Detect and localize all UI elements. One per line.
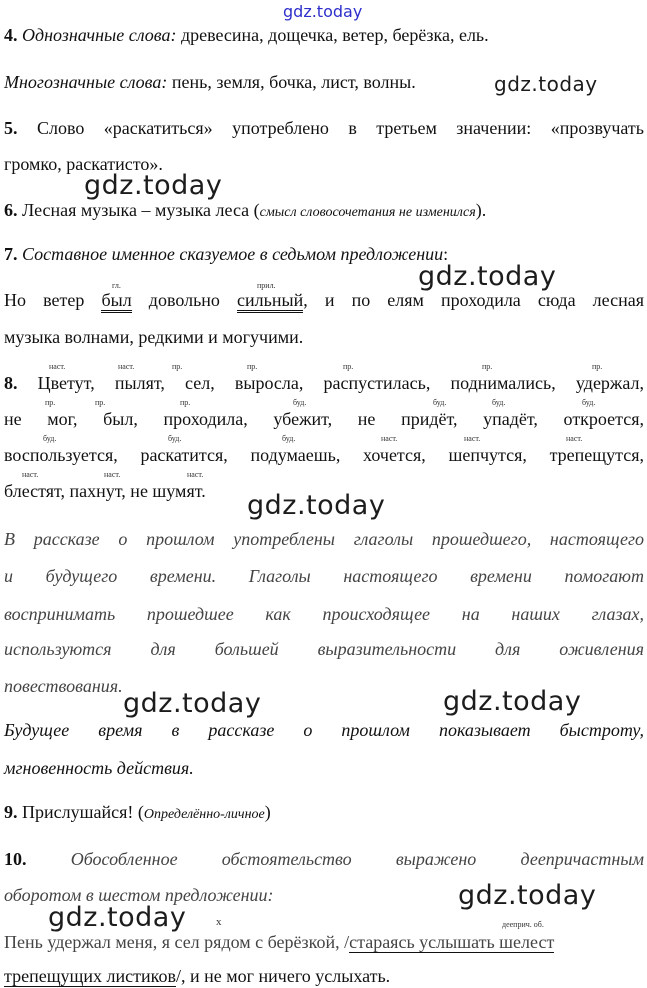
tense-label: наст. — [464, 434, 481, 443]
watermark: gdz.today — [84, 170, 223, 201]
item-8-paragraph-2: Будущее время в рассказе о прошлом показывает быстроту, — [4, 720, 644, 740]
item-8-paragraph-2: мгновенность действия. — [4, 758, 194, 778]
annotation-verb: гл. — [112, 281, 121, 290]
tense-label: наст. — [22, 470, 39, 479]
watermark-top[interactable]: gdz.today — [283, 2, 363, 21]
item-8-paragraph-1: повествования. — [4, 676, 123, 696]
tense-label: наст. — [381, 434, 398, 443]
annotation-adjective: прил. — [257, 281, 276, 290]
item-7-sentence-1: Но ветер был довольно сильный, и по елям проходила сюда лесная — [4, 289, 644, 311]
item-5-line-1: 5. Слово «раскатиться» употреблено в третьем значении: «прозвучать — [4, 118, 644, 138]
item-10-sentence-1: Пень удержал меня, я сел рядом с берёзкой, /стараясь услышать шелест — [4, 932, 555, 952]
item-8-row-3: воспользуется, раскатится, подумаешь, хочется, шепчутся, трепещутся, — [4, 445, 644, 465]
item-10-line-1: 10. Обособленное обстоятельство выражено деепричастным — [4, 849, 644, 869]
item-8-paragraph-1: используются для большей выразительности для оживления — [4, 639, 644, 659]
item-8-paragraph-1: воспринимать прошедшее как происходящее на наших глазах, — [4, 604, 644, 624]
annotation-participle: дееприч. об. — [502, 920, 544, 929]
item-6: 6. Лесная музыка – музыка леса (смысл словосочетания не изменился). — [4, 200, 487, 220]
tense-label: наст. — [118, 362, 135, 371]
tense-label: буд. — [433, 398, 447, 407]
tense-label: пр. — [172, 362, 183, 371]
item-9: 9. Прислушайся! (Определённо-личное) — [4, 802, 271, 822]
tense-label: наст. — [566, 434, 583, 443]
tense-label: пр. — [180, 398, 191, 407]
item-8-paragraph-1: и будущего времени. Глаголы настоящего времени помогают — [4, 566, 644, 586]
item-10-line-2: оборотом в шестом предложении: — [4, 885, 274, 905]
tense-label: буд. — [282, 434, 296, 443]
tense-label: пр. — [95, 398, 106, 407]
tense-label: пр. — [343, 362, 354, 371]
item-8-paragraph-1: В рассказе о прошлом употреблены глаголы прошедшего, настоящего — [4, 529, 644, 549]
watermark: gdz.today — [443, 686, 582, 717]
tense-label: буд. — [582, 398, 596, 407]
tense-label: наст. — [187, 470, 204, 479]
annotation-x: x — [216, 916, 222, 928]
tense-label: буд. — [168, 434, 182, 443]
item-7-heading: 7. Составное именное сказуемое в седьмом предложении: — [4, 244, 449, 264]
watermark: gdz.today — [123, 688, 262, 719]
tense-label: пр. — [247, 362, 258, 371]
tense-label: пр. — [482, 362, 493, 371]
item-8-row-4: блестят, пахнут, не шумят. — [4, 481, 206, 501]
tense-label: буд. — [43, 434, 57, 443]
tense-label: наст. — [49, 362, 66, 371]
watermark: gdz.today — [494, 72, 598, 96]
item-10-sentence-2: трепещущих листиков/, и не мог ничего услыхать. — [4, 966, 391, 986]
tense-label: буд. — [492, 398, 506, 407]
item-4-single: 4. Однозначные слова: древесина, дощечка, ветер, берёзка, ель. — [4, 25, 489, 45]
watermark: gdz.today — [247, 490, 386, 521]
item-8-row-2: не мог, был, проходила, убежит, не придёт, упадёт, откроется, — [4, 409, 644, 429]
tense-label: пр. — [592, 362, 603, 371]
tense-label: буд. — [293, 398, 307, 407]
watermark: gdz.today — [48, 902, 187, 933]
tense-label: наст. — [104, 470, 121, 479]
item-4-multi: Многозначные слова: пень, земля, бочка, лист, волны. — [4, 72, 416, 92]
item-8-row-1: 8. Цветут, пылят, сел, выросла, распустилась, поднимались, удержал, — [4, 373, 644, 393]
tense-label: пр. — [45, 398, 56, 407]
watermark: gdz.today — [458, 880, 597, 911]
item-7-sentence-2: музыка волнами, редкими и могучими. — [4, 327, 304, 347]
item-5-line-2: громко, раскатисто». — [4, 154, 163, 174]
watermark: gdz.today — [418, 261, 557, 292]
